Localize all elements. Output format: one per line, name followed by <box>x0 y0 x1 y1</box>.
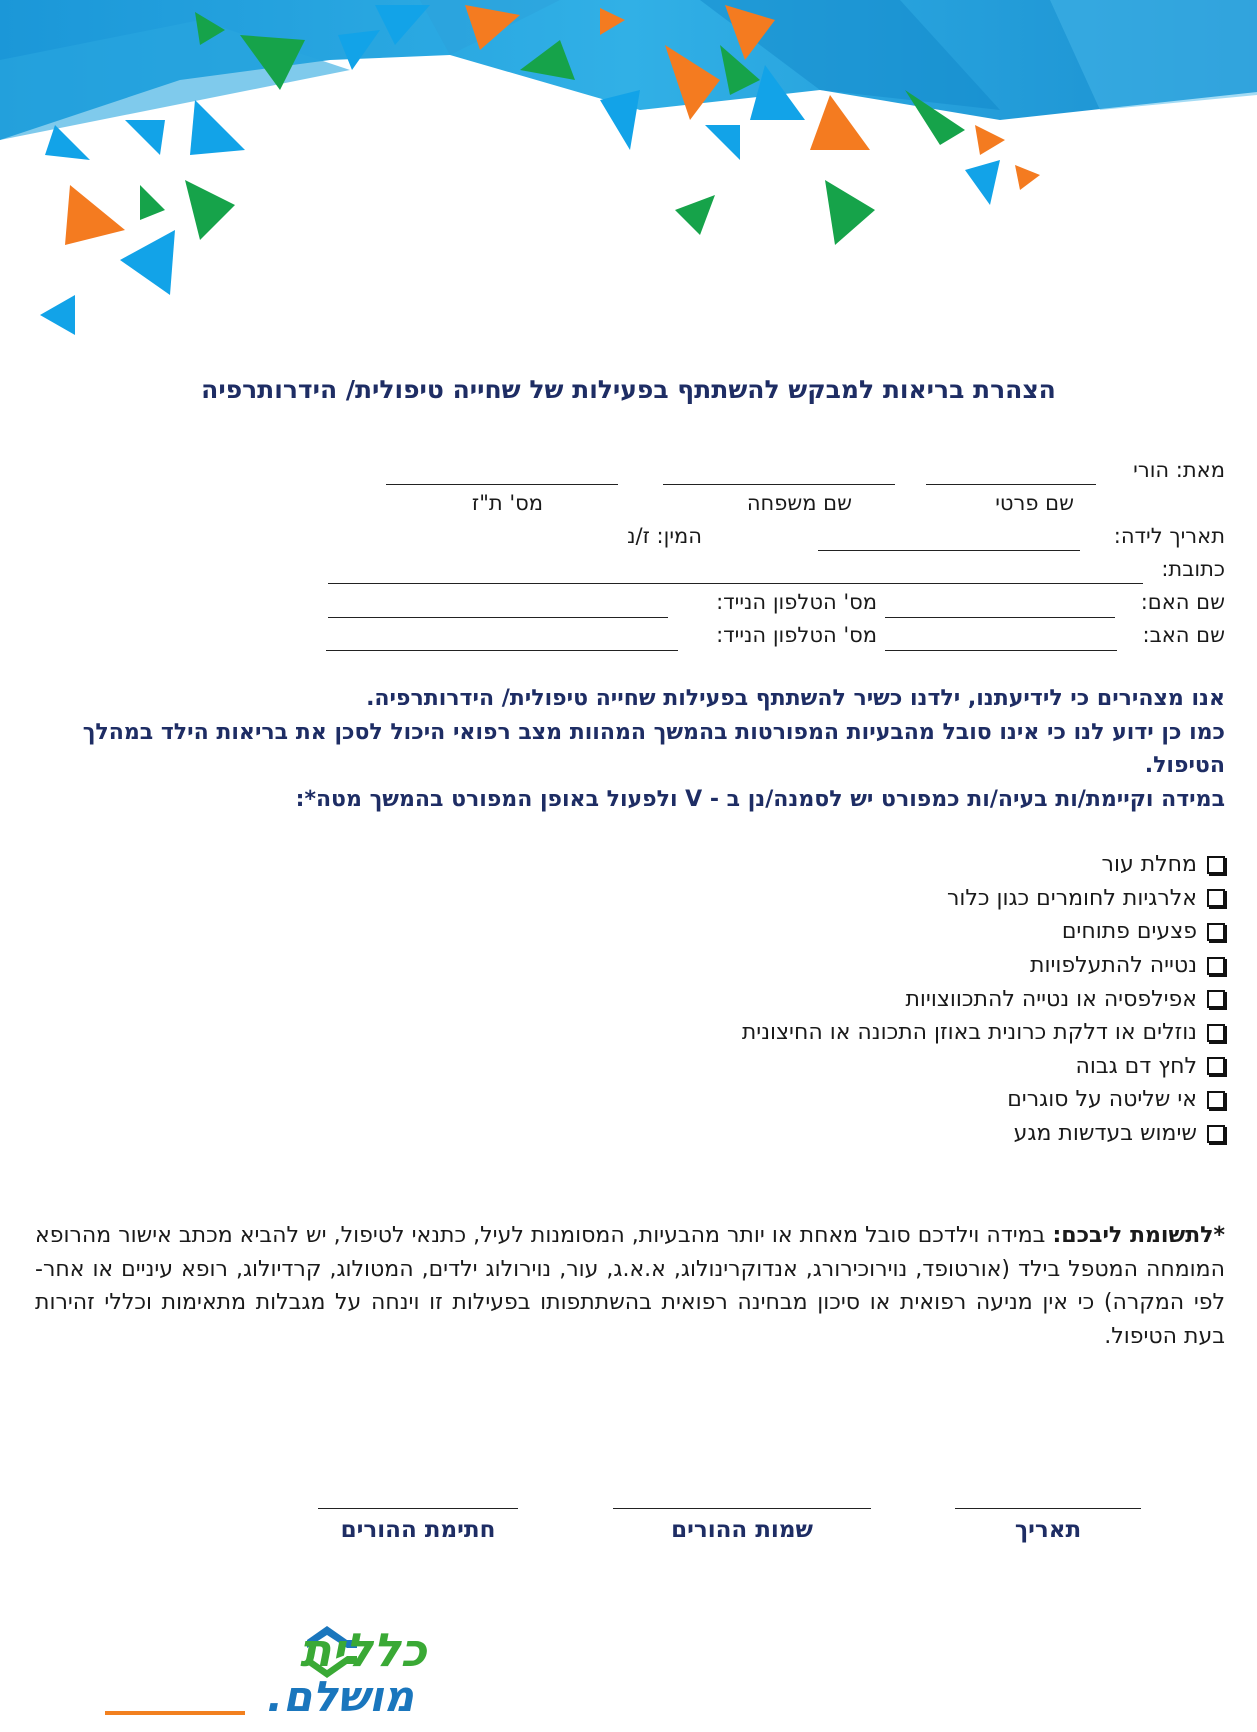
from-label: מאת: הורי <box>1133 458 1225 482</box>
logo-text-mushlam: מושלם. <box>267 1672 414 1721</box>
parents-signature-label: חתימת ההורים <box>340 1517 496 1543</box>
parents-names-line[interactable] <box>613 1508 871 1509</box>
attention-note <box>35 1219 1225 1353</box>
father-phone-label: מס' הטלפון הנייד: <box>716 623 877 647</box>
checkbox[interactable] <box>1207 1125 1225 1143</box>
mother-phone-label: מס' הטלפון הנייד: <box>716 590 877 614</box>
address-field[interactable] <box>328 583 1143 584</box>
decorative-triangle <box>975 125 1005 155</box>
condition-item: מחלת עור <box>742 848 1225 882</box>
decorative-triangle <box>65 185 125 245</box>
condition-item: שימוש בעדשות מגע <box>742 1117 1225 1151</box>
checkbox[interactable] <box>1207 923 1225 941</box>
checkbox[interactable] <box>1207 957 1225 975</box>
id-number-label: מס' ת"ז <box>471 491 543 515</box>
condition-item: נטייה להתעלפויות <box>742 949 1225 983</box>
note-heading: *לתשומת ליבכם: <box>1052 1223 1225 1248</box>
declaration <box>45 682 1225 816</box>
checkbox[interactable] <box>1207 990 1225 1008</box>
first-name-label: שם פרטי <box>995 491 1074 515</box>
condition-item: אלרגיות לחומרים כגון כלור <box>742 882 1225 916</box>
decorative-triangle <box>45 125 90 160</box>
father-phone-field[interactable] <box>326 650 678 651</box>
decorative-triangle <box>1015 165 1040 190</box>
address-label: כתובת: <box>1161 557 1225 581</box>
father-name-label: שם האב: <box>1142 623 1225 647</box>
last-name-field[interactable] <box>663 484 895 485</box>
last-name-label: שם משפחה <box>746 491 852 515</box>
condition-item: פצעים פתוחים <box>742 915 1225 949</box>
decorative-triangle <box>675 195 715 235</box>
parents-names-label: שמות ההורים <box>671 1517 813 1543</box>
condition-item: נוזלים או דלקת כרונית באוזן התכונה או החיצונית <box>742 1016 1225 1050</box>
decorative-triangle <box>140 185 165 220</box>
condition-item: אי שליטה על סוגרים <box>742 1083 1225 1117</box>
birth-date-label: תאריך לידה: <box>1113 524 1225 548</box>
checkbox[interactable] <box>1207 1091 1225 1109</box>
decorative-triangle <box>965 160 1000 205</box>
declaration-line: כמו כן ידוע לנו כי אינו סובל מהבעיות המפורטות בהמשך המהוות מצב רפואי היכול לסכן את בריאות הילד במהלך הטיפול. <box>82 719 1225 778</box>
decorative-triangle <box>185 180 235 240</box>
condition-item: אפילפסיה או נטייה להתכווצויות <box>742 982 1225 1016</box>
checkbox[interactable] <box>1207 1024 1225 1042</box>
parents-signature-line[interactable] <box>318 1508 518 1509</box>
decorative-triangle <box>40 295 75 335</box>
page-title: הצהרת בריאות למבקש להשתתף בפעילות של שחייה טיפולית/ הידרותרפיה <box>201 375 1056 404</box>
declaration-line: במידה וקיימת/ות בעיה/ות כמפורט יש לסמנה/נן ב - V ולפעול באופן המפורט בהמשך מטה*: <box>295 786 1225 812</box>
logo-text-clalit: כללית <box>300 1623 427 1677</box>
checkbox[interactable] <box>1207 889 1225 907</box>
decorative-triangle <box>125 120 165 155</box>
mother-name-field[interactable] <box>885 617 1115 618</box>
decorative-triangle <box>825 180 875 245</box>
mother-name-label: שם האם: <box>1140 590 1225 614</box>
date-label: תאריך <box>1014 1517 1082 1543</box>
note-body: במידה וילדכם סובל מאחת או יותר מהבעיות, המסומנות לעיל, כתנאי לטיפול, יש להביא מכתב אישור מהרופא המומחה המטפל בילד (אורטופד, נוירוכירורג, אנדוקרינולוג, א.א.ג, עור, נוירולוג ילדים, המטולוג, קרדיולוג, רופא עיניים או אחר- לפי המקרה) כי אין מניעה רפואית או סיכון מבחינה רפואית בהשתתפותו בפעילות זו וינחה על מגבלות מתאימות וכללי זהירות בעת הטיפול. <box>35 1223 1225 1349</box>
decorative-triangle <box>600 90 640 150</box>
mother-phone-field[interactable] <box>328 617 668 618</box>
first-name-field[interactable] <box>926 484 1096 485</box>
header-decoration <box>0 0 1257 350</box>
birth-date-field[interactable] <box>818 550 1080 551</box>
decorative-triangle <box>120 230 175 295</box>
logo-underline <box>105 1711 245 1715</box>
father-name-field[interactable] <box>885 650 1117 651</box>
checkbox[interactable] <box>1207 856 1225 874</box>
decorative-triangle <box>190 100 245 155</box>
conditions-checklist <box>742 848 1225 1150</box>
decorative-triangle <box>705 125 740 160</box>
checkbox[interactable] <box>1207 1057 1225 1075</box>
date-signature-line[interactable] <box>955 1508 1141 1509</box>
condition-item: לחץ דם גבוה <box>742 1050 1225 1084</box>
clalit-mushlam-logo <box>95 1618 427 1721</box>
id-number-field[interactable] <box>386 484 618 485</box>
gender-label: המין: ז/נ <box>627 524 702 548</box>
decorative-triangle <box>810 95 870 150</box>
declaration-line: אנו מצהירים כי לידיעתנו, ילדנו כשיר להשתתף בפעילות שחייה טיפולית/ הידרותרפיה. <box>366 686 1225 711</box>
